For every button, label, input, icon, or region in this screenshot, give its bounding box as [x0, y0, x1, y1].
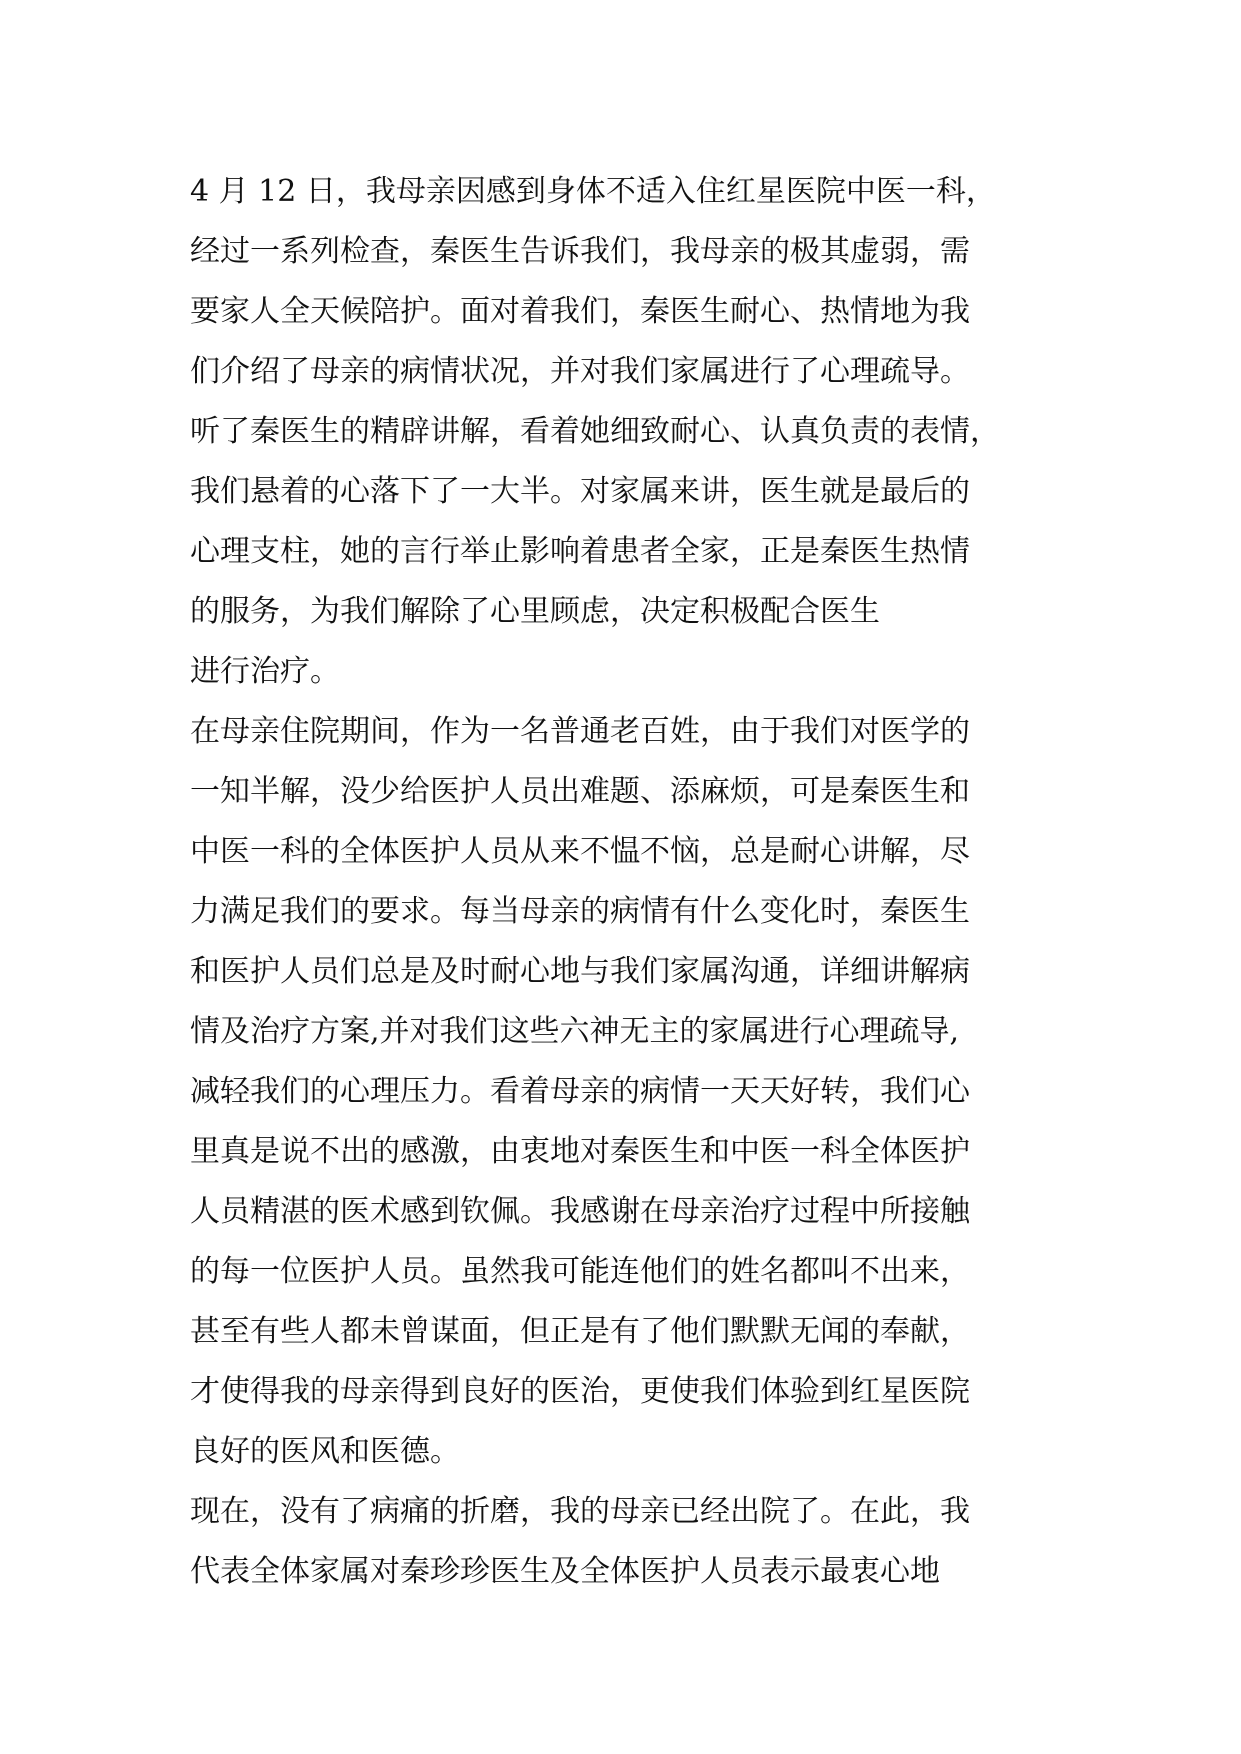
text-line: 中医一科的全体医护人员从来不愠不恼，总是耐心讲解，尽	[190, 834, 970, 869]
text-line: 要家人全天候陪护。面对着我们，秦医生耐心、热情地为我	[190, 294, 970, 329]
text-line: 们介绍了母亲的病情状况，并对我们家属进行了心理疏导。	[190, 354, 970, 389]
letter-body	[190, 162, 1090, 1602]
text-line: 减轻我们的心理压力。看着母亲的病情一天天好转，我们心	[190, 1074, 970, 1109]
text-line: 力满足我们的要求。每当母亲的病情有什么变化时，秦医生	[190, 894, 970, 929]
text-line: 情及治疗方案,并对我们这些六神无主的家属进行心理疏导,	[190, 1014, 960, 1049]
text-line: 里真是说不出的感激，由衷地对秦医生和中医一科全体医护	[190, 1134, 970, 1169]
text-line: 代表全体家属对秦珍珍医生及全体医护人员表示最衷心地	[190, 1554, 940, 1589]
text-line: 心理支柱，她的言行举止影响着患者全家，正是秦医生热情	[190, 534, 970, 569]
text-line: 的服务，为我们解除了心里顾虑，决定积极配合医生	[190, 594, 880, 629]
text-line: 甚至有些人都未曾谋面，但正是有了他们默默无闻的奉献，	[190, 1314, 970, 1349]
text-line: 听了秦医生的精辟讲解，看着她细致耐心、认真负责的表情，	[190, 414, 1000, 449]
text-line: 良好的医风和医德。	[190, 1434, 460, 1469]
text-line: 一知半解，没少给医护人员出难题、添麻烦，可是秦医生和	[190, 774, 970, 809]
text-line: 4 月 12 日，我母亲因感到身体不适入住红星医院中医一科，	[190, 174, 996, 209]
text-line: 经过一系列检查，秦医生告诉我们，我母亲的极其虚弱，需	[190, 234, 970, 269]
text-line: 人员精湛的医术感到钦佩。我感谢在母亲治疗过程中所接触	[190, 1194, 970, 1229]
text-line: 现在，没有了病痛的折磨，我的母亲已经出院了。在此，我	[190, 1494, 970, 1529]
text-line: 才使得我的母亲得到良好的医治，更使我们体验到红星医院	[190, 1374, 970, 1409]
text-line: 进行治疗。	[190, 654, 340, 689]
text-line: 的每一位医护人员。虽然我可能连他们的姓名都叫不出来，	[190, 1254, 970, 1289]
text-line: 在母亲住院期间，作为一名普通老百姓，由于我们对医学的	[190, 714, 970, 749]
text-line: 我们悬着的心落下了一大半。对家属来讲，医生就是最后的	[190, 474, 970, 509]
text-line: 和医护人员们总是及时耐心地与我们家属沟通，详细讲解病	[190, 954, 970, 989]
